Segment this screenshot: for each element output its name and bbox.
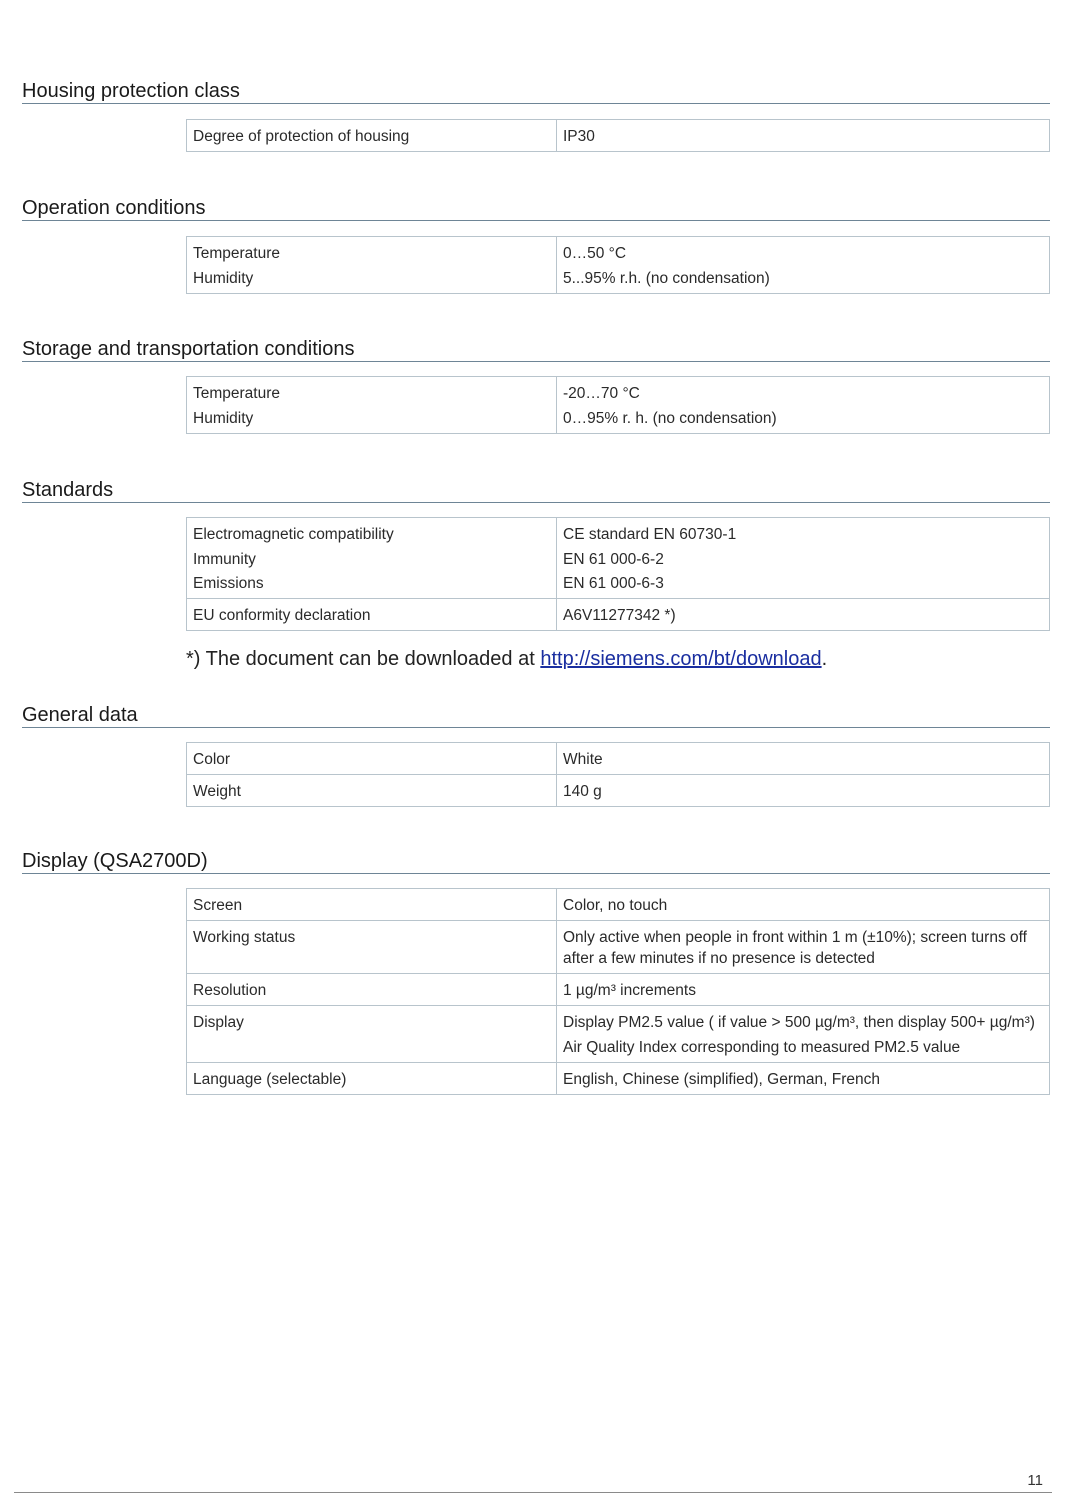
spec-value [557, 237, 1050, 294]
section-operation-conditions [22, 197, 1050, 287]
spec-table-operation [186, 236, 1050, 294]
download-note [186, 648, 827, 671]
spec-key-line: Emissions [193, 575, 264, 592]
download-note-text: *) The document can be downloaded at [186, 648, 541, 670]
spec-value-line: EN 61 000-6-2 [563, 550, 664, 568]
spec-key [187, 237, 557, 294]
spec-value [557, 1006, 1050, 1063]
table-row [187, 974, 1050, 1006]
spec-key: Color [187, 743, 557, 775]
table-row [187, 921, 1050, 974]
spec-value: IP30 [557, 120, 1050, 152]
spec-value: White [557, 743, 1050, 775]
table-row [187, 237, 1050, 294]
spec-value: Only active when people in front within 1 m (±10%); screen turns off after a few minutes if no presence is detected [557, 921, 1050, 974]
spec-value [557, 518, 1050, 599]
spec-value: 1 µg/m³ increments [557, 974, 1050, 1006]
spec-value-line: Display PM2.5 value ( if value > 500 µg/m³, then display 500+ µg/m³) [563, 1014, 1035, 1031]
table-row [187, 599, 1050, 631]
spec-value-line: 0…50 °C [563, 245, 627, 262]
spec-value: Color, no touch [557, 889, 1050, 921]
download-link[interactable]: http://siemens.com/bt/download [540, 648, 822, 670]
spec-key-line: Immunity [193, 550, 256, 568]
spec-table-storage [186, 376, 1050, 434]
spec-key: Screen [187, 889, 557, 921]
table-row [187, 775, 1050, 807]
section-standards [22, 479, 1050, 624]
spec-value: English, Chinese (simplified), German, French [557, 1062, 1050, 1094]
spec-value-line: Air Quality Index corresponding to measured PM2.5 value [563, 1038, 961, 1056]
spec-key: Resolution [187, 974, 557, 1006]
spec-key: Display [187, 1006, 557, 1063]
table-row [187, 120, 1050, 152]
spec-value-line: 5...95% r.h. (no condensation) [563, 269, 770, 287]
spec-key-line: Humidity [193, 409, 254, 427]
section-general-data [22, 704, 1050, 800]
section-housing-protection [22, 80, 1050, 145]
spec-value-line: -20…70 °C [563, 385, 640, 402]
spec-value: A6V11277342 *) [557, 599, 1050, 631]
spec-key: EU conformity declaration [187, 599, 557, 631]
spec-key: Working status [187, 921, 557, 974]
section-title: Display (QSA2700D) [22, 850, 1050, 874]
spec-table-display [186, 888, 1050, 1095]
spec-key [187, 518, 557, 599]
spec-value-line: EN 61 000-6-3 [563, 575, 664, 592]
table-row [187, 889, 1050, 921]
spec-value: 140 g [557, 775, 1050, 807]
table-row [187, 377, 1050, 434]
section-display [22, 850, 1050, 1088]
spec-value [557, 377, 1050, 434]
section-title: Housing protection class [22, 80, 1050, 104]
spec-table-standards [186, 517, 1050, 631]
spec-key-line: Temperature [193, 245, 281, 262]
section-title: General data [22, 704, 1050, 728]
spec-key: Weight [187, 775, 557, 807]
spec-table-housing [186, 119, 1050, 152]
section-storage-conditions [22, 338, 1050, 427]
section-title: Operation conditions [22, 197, 1050, 221]
table-row [187, 1006, 1050, 1063]
section-title: Storage and transportation conditions [22, 338, 1050, 362]
table-row [187, 743, 1050, 775]
spec-key: Degree of protection of housing [187, 120, 557, 152]
spec-value-line: 0…95% r. h. (no condensation) [563, 409, 777, 427]
spec-value-line: CE standard EN 60730-1 [563, 526, 737, 543]
spec-key: Language (selectable) [187, 1062, 557, 1094]
page-number: 11 [1027, 1472, 1043, 1489]
spec-key [187, 377, 557, 434]
download-note-end: . [821, 648, 828, 670]
spec-key-line: Electromagnetic compatibility [193, 526, 394, 543]
section-title: Standards [22, 479, 1050, 503]
spec-key-line: Temperature [193, 385, 281, 402]
table-row [187, 518, 1050, 599]
spec-key-line: Humidity [193, 269, 254, 287]
footer-divider [14, 1492, 1052, 1493]
table-row [187, 1062, 1050, 1094]
spec-table-general [186, 742, 1050, 807]
